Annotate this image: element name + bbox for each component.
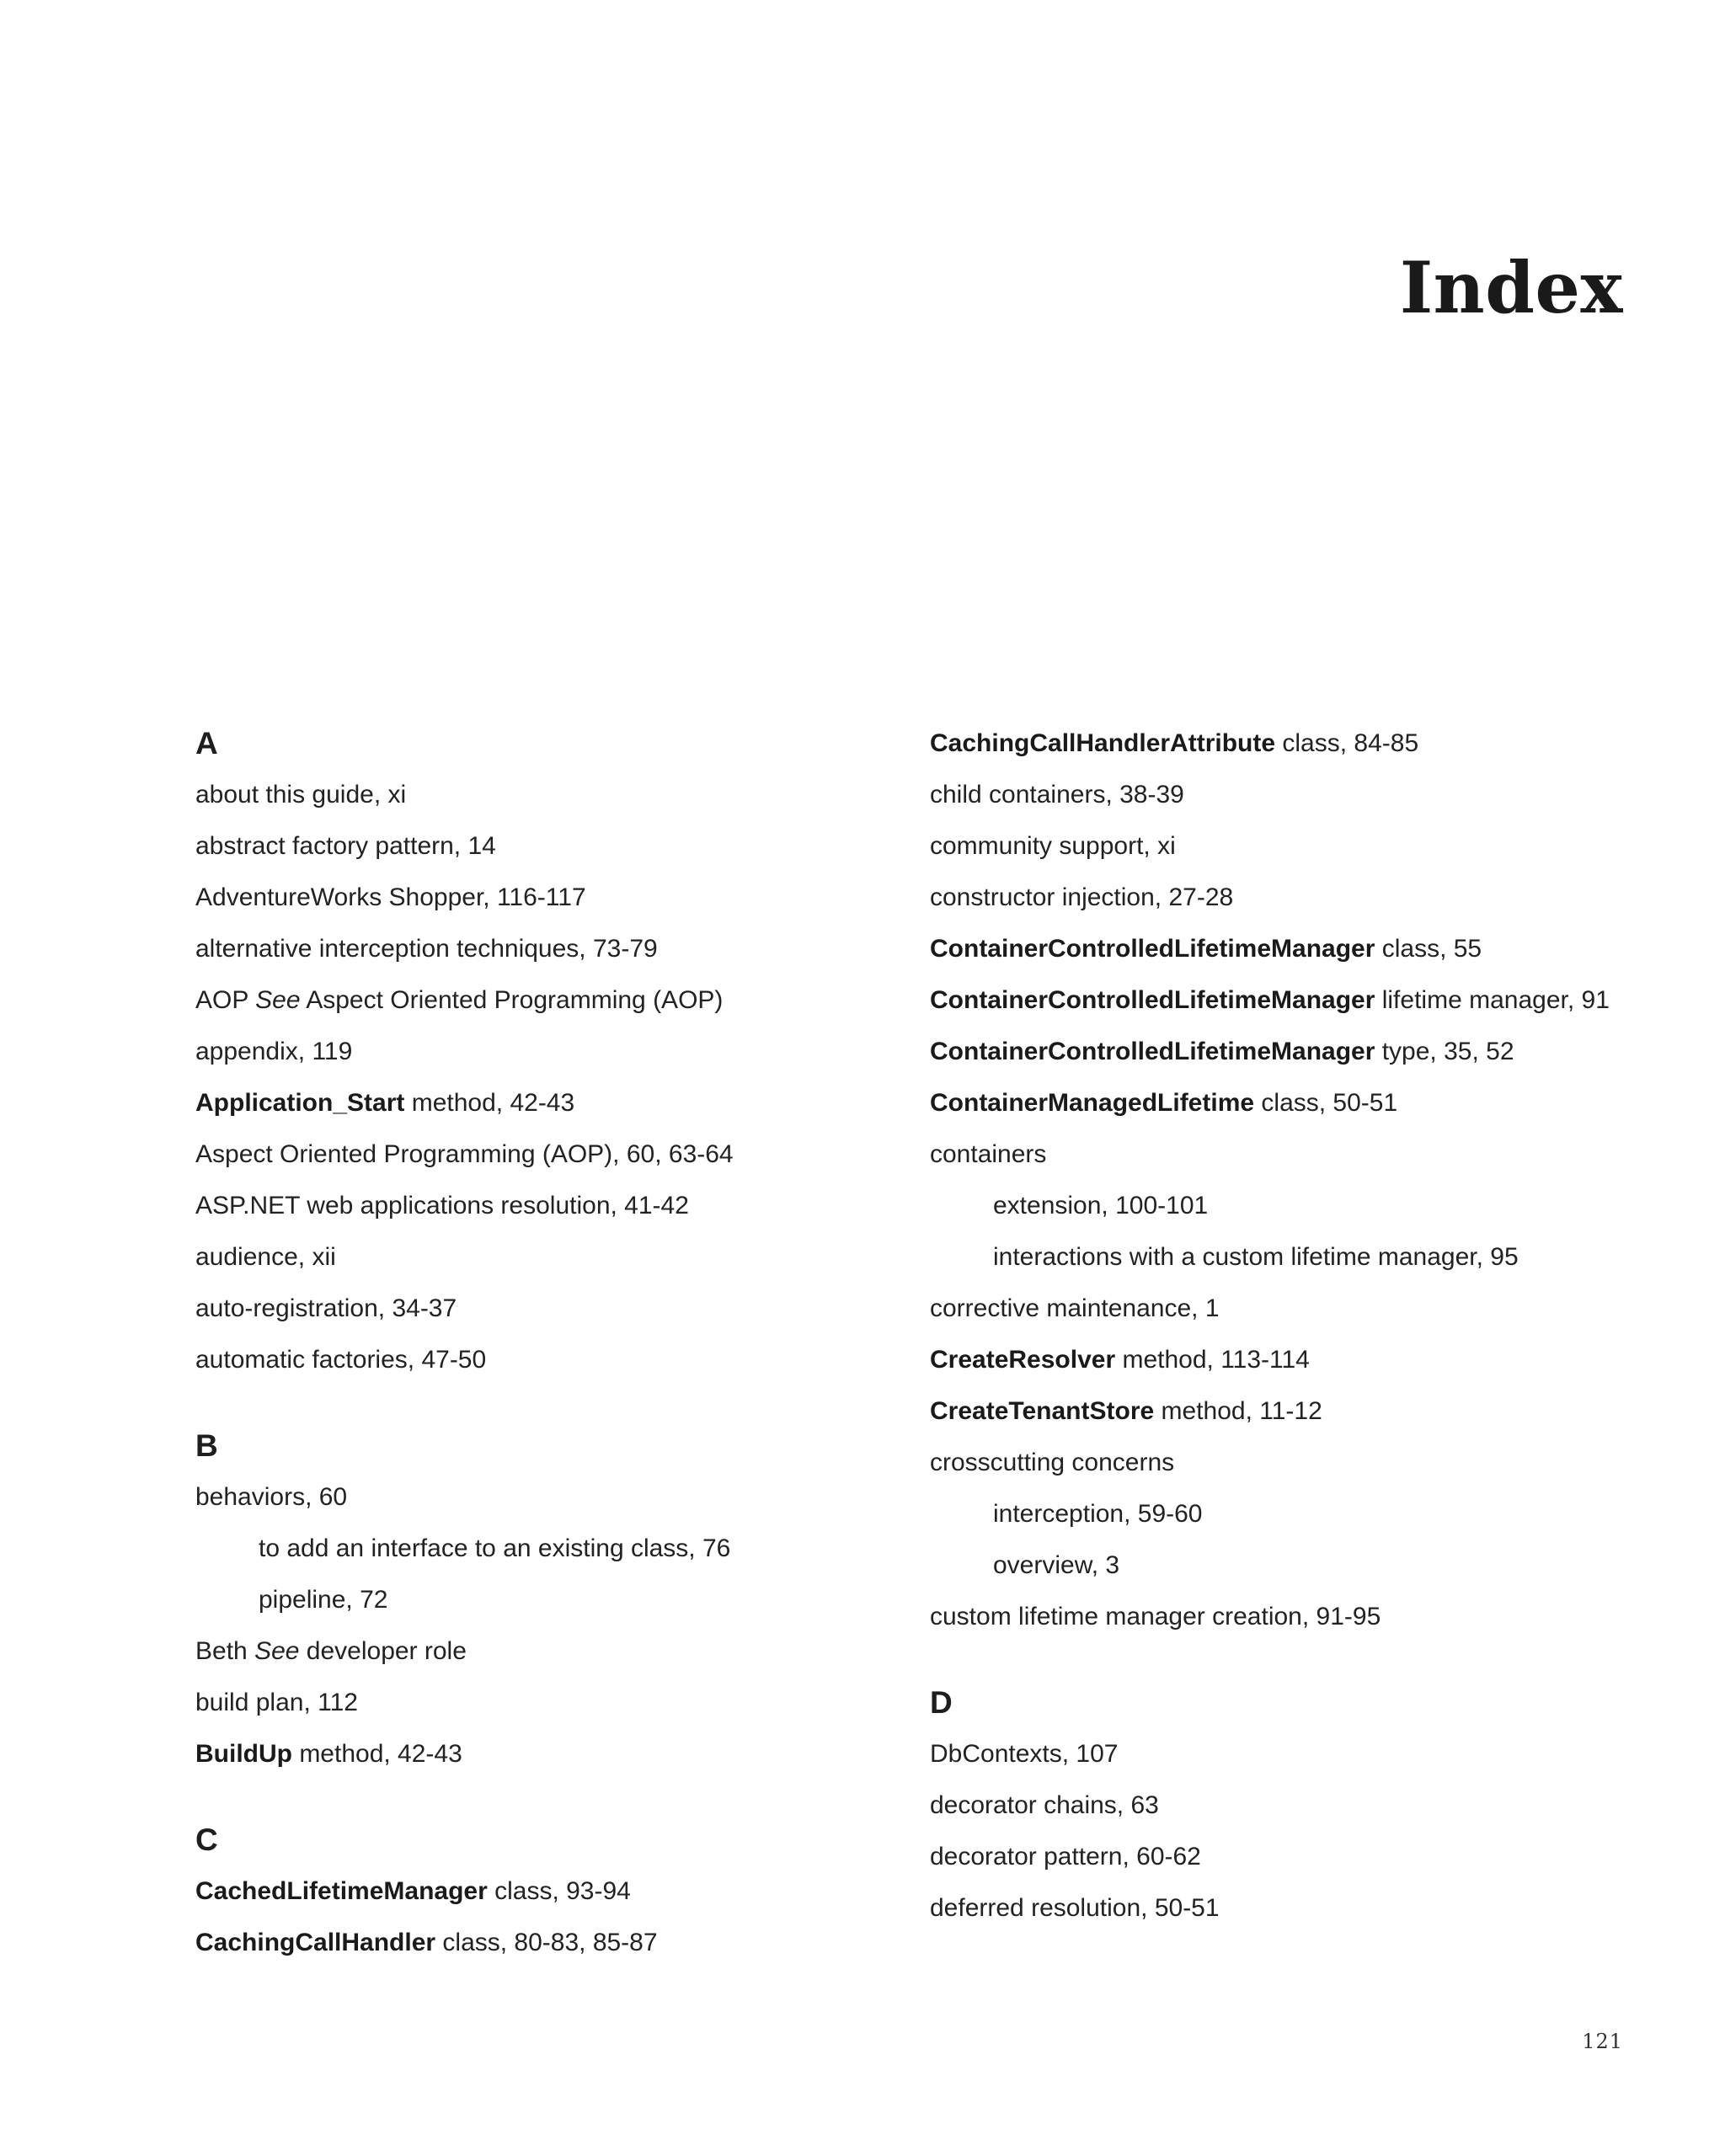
section-letter: A <box>195 726 218 760</box>
index-term-code: CachingCallHandler <box>195 1929 436 1956</box>
index-text: appendix, 119 <box>195 1038 353 1065</box>
index-text: Aspect Oriented Programming (AOP) <box>300 986 724 1014</box>
index-text: extension, 100-101 <box>993 1192 1209 1219</box>
index-entry <box>930 1334 1654 1385</box>
index-text: lifetime manager, 91 <box>1375 986 1610 1014</box>
index-text: method, 42-43 <box>404 1089 575 1117</box>
see-reference: See <box>254 1637 300 1665</box>
index-text: ASP.NET web applications resolution, 41-42 <box>195 1192 689 1219</box>
index-entry <box>195 1231 920 1283</box>
index-entry <box>930 974 1654 1026</box>
index-text: to add an interface to an existing class, 76 <box>259 1534 731 1562</box>
index-entry <box>195 1077 920 1129</box>
index-entry <box>195 1677 920 1728</box>
index-text: build plan, 112 <box>195 1689 358 1716</box>
index-text: auto-registration, 34-37 <box>195 1294 457 1322</box>
index-term-code: CachingCallHandlerAttribute <box>930 729 1276 757</box>
index-text: deferred resolution, 50-51 <box>930 1894 1220 1922</box>
index-text: class, 93-94 <box>487 1877 631 1905</box>
index-entry <box>195 1471 920 1523</box>
index-text: Beth <box>195 1637 255 1665</box>
index-entry <box>930 1129 1654 1180</box>
index-subentry <box>930 1180 1654 1231</box>
index-entry <box>930 872 1654 923</box>
index-entry <box>930 1728 1654 1780</box>
index-text: decorator pattern, 60-62 <box>930 1843 1201 1870</box>
index-entry <box>195 1625 920 1677</box>
index-entry <box>930 1831 1654 1882</box>
index-text: constructor injection, 27-28 <box>930 883 1234 911</box>
index-text: alternative interception techniques, 73-79 <box>195 935 658 963</box>
index-entry <box>195 1180 920 1231</box>
index-entry <box>930 1437 1654 1488</box>
index-entry <box>195 820 920 872</box>
index-text: automatic factories, 47-50 <box>195 1346 487 1374</box>
index-text: class, 80-83, 85-87 <box>435 1929 658 1956</box>
index-entry <box>195 872 920 923</box>
index-term-code: BuildUp <box>195 1740 292 1768</box>
index-entry <box>195 1865 920 1917</box>
index-text: Aspect Oriented Programming (AOP), 60, 63-64 <box>195 1140 734 1168</box>
index-entry <box>195 1129 920 1180</box>
index-term-code: Application_Start <box>195 1089 405 1117</box>
index-text: method, 11-12 <box>1154 1397 1322 1425</box>
index-text: method, 42-43 <box>291 1740 462 1768</box>
index-term-code: ContainerControlledLifetimeManager <box>930 986 1375 1014</box>
index-text: abstract factory pattern, 14 <box>195 832 496 860</box>
section-spacer <box>195 1780 920 1814</box>
index-text: DbContexts, 107 <box>930 1740 1119 1768</box>
index-text: custom lifetime manager creation, 91-95 <box>930 1603 1381 1630</box>
index-text: type, 35, 52 <box>1375 1038 1514 1065</box>
index-entry <box>195 769 920 820</box>
index-text: pipeline, 72 <box>259 1586 388 1614</box>
index-entry <box>930 1026 1654 1077</box>
index-column-right <box>930 718 1654 1934</box>
index-term-code: CachedLifetimeManager <box>195 1877 488 1905</box>
index-term-code: CreateTenantStore <box>930 1397 1155 1425</box>
section-spacer <box>930 1642 1654 1677</box>
index-entry <box>195 1283 920 1334</box>
index-entry <box>930 923 1654 974</box>
index-entry <box>930 1591 1654 1642</box>
index-entry <box>930 1077 1654 1129</box>
see-reference: See <box>255 986 301 1014</box>
index-entry <box>930 718 1654 769</box>
index-term-code: CreateResolver <box>930 1346 1116 1374</box>
index-text: child containers, 38-39 <box>930 781 1184 808</box>
index-subentry <box>930 1488 1654 1540</box>
index-entry <box>930 1385 1654 1437</box>
index-text: developer role <box>299 1637 467 1665</box>
index-entry <box>195 1026 920 1077</box>
index-text: interactions with a custom lifetime manager, 95 <box>993 1243 1519 1271</box>
index-entry <box>195 1917 920 1968</box>
index-entry <box>930 1780 1654 1831</box>
index-text: audience, xii <box>195 1243 336 1271</box>
index-term-code: ContainerControlledLifetimeManager <box>930 1038 1375 1065</box>
index-text: containers <box>930 1140 1047 1168</box>
index-column-left <box>195 718 920 1968</box>
page-title: Index <box>1399 246 1623 329</box>
index-term-code: ContainerControlledLifetimeManager <box>930 935 1375 963</box>
index-text: corrective maintenance, 1 <box>930 1294 1220 1322</box>
index-text: overview, 3 <box>993 1551 1120 1579</box>
index-text: class, 55 <box>1375 935 1482 963</box>
index-text: decorator chains, 63 <box>930 1791 1159 1819</box>
index-text: about this guide, xi <box>195 781 407 808</box>
index-entry <box>195 923 920 974</box>
index-text: method, 113-114 <box>1115 1346 1310 1374</box>
index-text: community support, xi <box>930 832 1176 860</box>
section-letter: B <box>195 1428 218 1463</box>
section-letter: D <box>930 1685 953 1720</box>
index-entry <box>930 1882 1654 1934</box>
index-text: AOP <box>195 986 256 1014</box>
section-spacer <box>195 1385 920 1420</box>
page-number: 121 <box>1582 2030 1623 2053</box>
index-term-code: ContainerManagedLifetime <box>930 1089 1255 1117</box>
index-entry <box>195 1728 920 1780</box>
index-text: class, 84-85 <box>1275 729 1419 757</box>
index-subentry <box>930 1540 1654 1591</box>
index-subentry <box>930 1231 1654 1283</box>
index-entry <box>930 1283 1654 1334</box>
index-entry <box>195 1334 920 1385</box>
index-subentry <box>195 1574 920 1625</box>
index-entry <box>930 769 1654 820</box>
index-text: class, 50-51 <box>1254 1089 1398 1117</box>
section-letter: C <box>195 1822 218 1857</box>
index-entry <box>195 974 920 1026</box>
index-text: interception, 59-60 <box>993 1500 1203 1528</box>
index-text: crosscutting concerns <box>930 1449 1175 1476</box>
index-text: AdventureWorks Shopper, 116-117 <box>195 883 586 911</box>
index-entry <box>930 820 1654 872</box>
index-text: behaviors, 60 <box>195 1483 348 1511</box>
index-subentry <box>195 1523 920 1574</box>
